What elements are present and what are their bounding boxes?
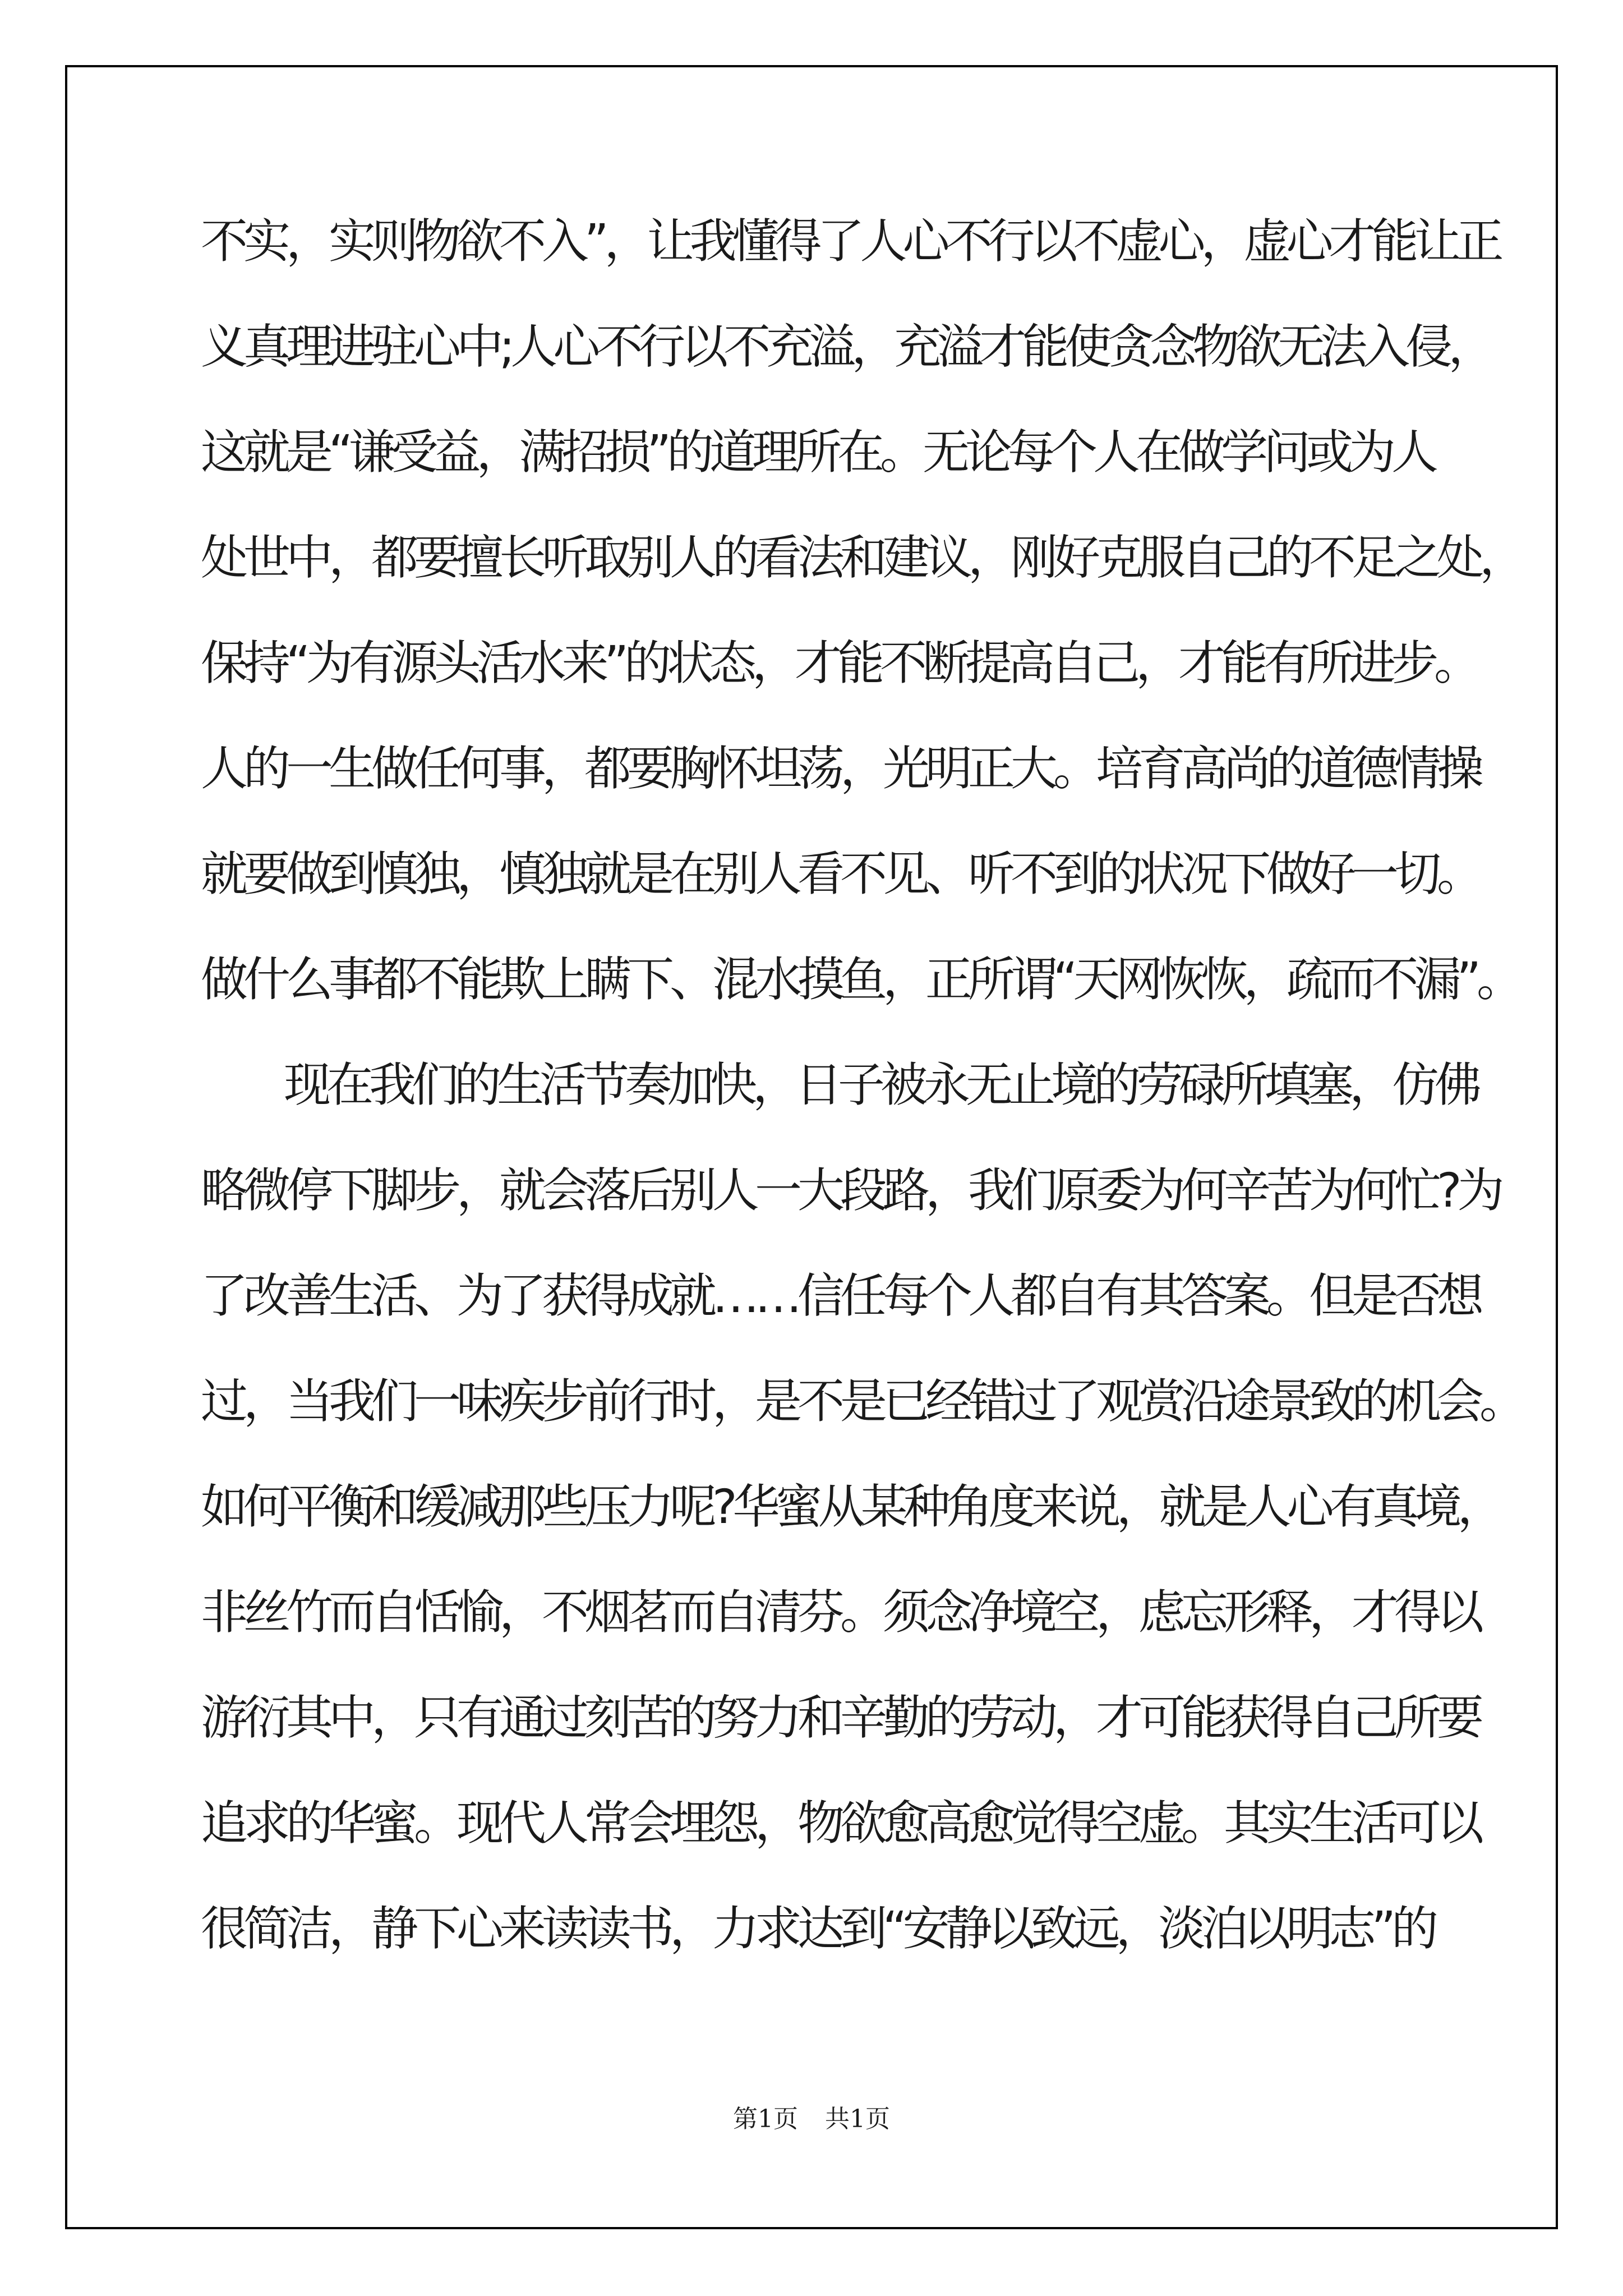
text-line: 很简洁，静下心来读读书，力求达到“安静以致远，淡泊以明志”的 <box>201 1901 1435 1956</box>
page-footer <box>0 2102 1623 2136</box>
text-line: 了改善生活、为了获得成就……信任每个人都自有其答案。但是否想 <box>201 1268 1480 1323</box>
text-line: 人的一生做任何事，都要胸怀坦荡，光明正大。培育高尚的道德情操 <box>201 741 1480 796</box>
text-line: 做什么事都不能欺上瞒下、混水摸鱼，正所谓“天网恢恢，疏而不漏”。 <box>201 952 1520 1007</box>
text-line: 略微停下脚步，就会落后别人一大段路，我们原委为何辛苦为何忙?为 <box>201 1163 1500 1218</box>
text-line: 保持“为有源头活水来”的状态，才能不断提高自己，才能有所进步。 <box>201 636 1477 691</box>
text-line: 义真理进驻心中;人心不行以不充溢，充溢才能使贪念物欲无法入侵， <box>201 319 1491 374</box>
page-number: 第1页 <box>733 2105 798 2133</box>
text-line: 就要做到慎独，慎独就是在别人看不见、听不到的状况下做好一切。 <box>201 846 1480 901</box>
text-line: 不实，实则物欲不入”，让我懂得了人心不行以不虚心，虚心才能让正 <box>201 214 1500 269</box>
text-line: 非丝竹而自恬愉，不烟茗而自清芬。须念净境空，虑忘形释，才得以 <box>201 1585 1480 1640</box>
text-line: 这就是“谦受益，满招损”的道理所在。无论每个人在做学问或为人 <box>201 425 1435 480</box>
text-line: 过，当我们一味疾步前行时，是不是已经错过了观赏沿途景致的机会。 <box>201 1374 1523 1429</box>
text-line: 如何平衡和缓减那些压力呢?华蜜从某种角度来说，就是人心有真境， <box>201 1479 1500 1534</box>
paragraph-start-line: 现在我们的生活节奏加快，日子被永无止境的劳碌所填塞，仿佛 <box>284 1057 1478 1112</box>
document-body <box>201 214 1523 2010</box>
page-total: 共1页 <box>825 2105 890 2133</box>
text-line: 追求的华蜜。现代人常会埋怨，物欲愈高愈觉得空虚。其实生活可以 <box>201 1796 1480 1851</box>
text-line: 游衍其中，只有通过刻苦的努力和辛勤的劳动，才可能获得自己所要 <box>201 1690 1480 1745</box>
text-line: 处世中，都要擅长听取别人的看法和建议，刚好克服自己的不足之处， <box>201 530 1523 585</box>
